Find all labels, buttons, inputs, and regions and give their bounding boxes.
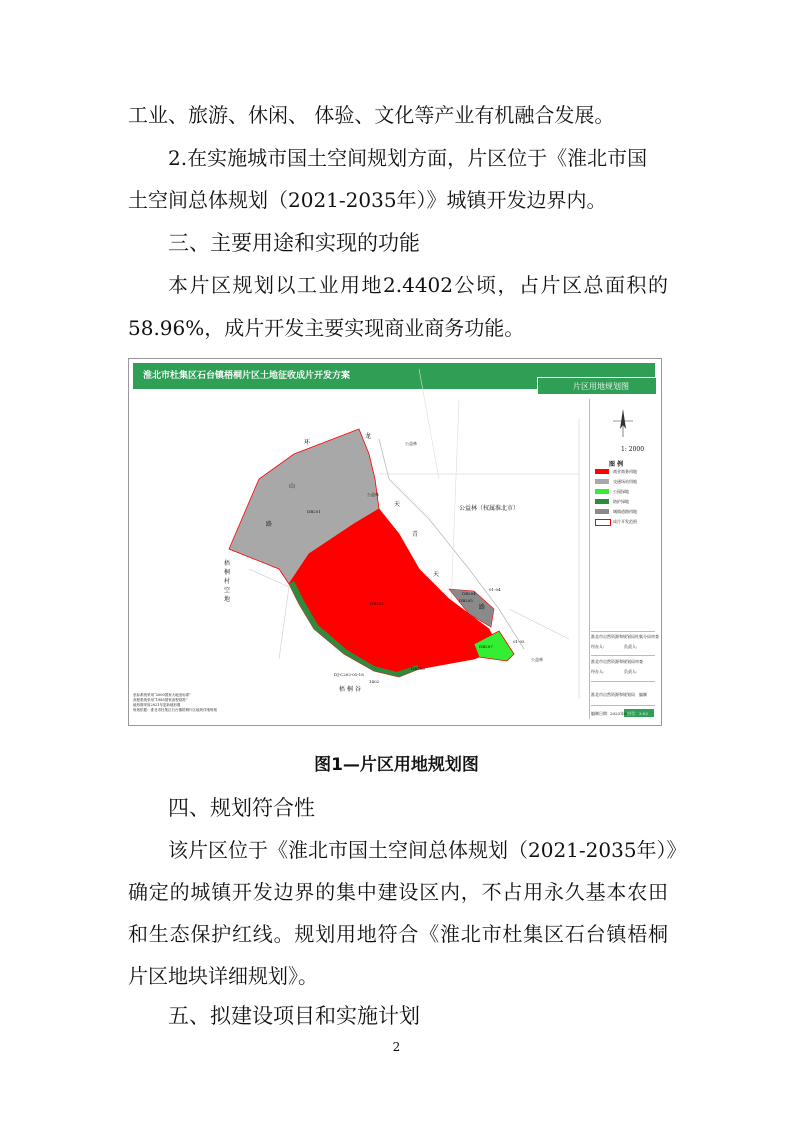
paragraph-line: 工业、旅游、休闲、 体验、文化等产业有机融合发展。 [128, 103, 615, 127]
map-label: 公益林（权属淮北市） [459, 505, 520, 512]
paragraph-line: 土空间总体规划（2021-2035年）》城镇开发边界内。 [128, 188, 607, 212]
divider [591, 705, 655, 706]
plot-code: DB207 [479, 644, 493, 649]
plot-code: DB206 [411, 666, 425, 671]
legend-title: 图 例 [609, 461, 624, 468]
map-label: 环 [304, 439, 311, 446]
map-drawing [129, 359, 661, 725]
map-label: 山 [289, 483, 296, 490]
legend-label: 防护绿地 [613, 499, 629, 504]
legend-label: 成片开发范围 [613, 519, 637, 524]
legend-swatch [595, 519, 611, 526]
paragraph-line: 片区地块详细规划》。 [128, 964, 318, 988]
map-label: 天 [394, 501, 401, 508]
paragraph-line: 本片区规划以工业用地2.4402公顷，占片区总面积的 [168, 273, 668, 297]
plot-code: DB205 [459, 598, 473, 603]
map-label: 梧 桐 谷 [339, 686, 361, 693]
map-subtitle: 片区用地规划图 [573, 382, 629, 391]
paragraph-line: 和生态保护红线。规划用地符合《淮北市杜集区石台镇梧桐 [128, 922, 668, 946]
legend-swatch [595, 509, 609, 514]
review-label: 负责人: [624, 644, 638, 649]
legend-label: 交通场站用地 [613, 479, 637, 484]
legend-label: 公园绿地 [613, 489, 629, 494]
map-label: 公益林 [367, 492, 379, 497]
land-use-plan-map [128, 358, 662, 726]
map-notes [133, 693, 217, 713]
map-title: 淮北市杜集区石台镇梧桐片区土地征收成片开发方案 [143, 371, 351, 381]
legend-label: 商业商务用地 [613, 469, 637, 474]
drawing-number: 图号：2-02 [627, 711, 648, 716]
plot-code: 01-04 [489, 587, 501, 592]
map-label: 公益林 [531, 657, 543, 662]
map-label: 梧桐村空地 [224, 560, 231, 603]
review-label: 淮北市自然资源和规划局杜集分局审查 [591, 634, 659, 639]
legend-swatch [595, 489, 609, 494]
note-line: 坐标系统采用“2000国家大地坐标系” [133, 693, 191, 697]
legend-label: 城镇道路用地 [613, 509, 637, 514]
page-number: 2 [392, 1040, 401, 1054]
section-heading: 三、主要用途和实现的功能 [168, 231, 420, 255]
map-label: 公益林 [405, 441, 417, 446]
divider [591, 631, 655, 632]
section-heading: 四、规划符合性 [168, 796, 315, 820]
plot-code: 01-05 [513, 639, 525, 644]
date-label: 编制日期： [591, 711, 611, 716]
legend-swatch [595, 469, 609, 474]
date-value: 2023年9月 [610, 711, 631, 716]
figure-caption: 图1—片区用地规划图 [314, 755, 479, 775]
plot-code: 1402 [369, 679, 380, 684]
section-heading: 五、拟建设项目和实施计划 [168, 1004, 420, 1028]
compiler-label: 编制 [639, 692, 647, 697]
note-line: 高程系统采用“1985国家高程基准” [133, 698, 188, 702]
map-label: 路 [266, 521, 273, 528]
legend-swatch [595, 479, 609, 484]
review-label: 经办人: [591, 669, 605, 674]
paragraph-line: 该片区位于《淮北市国土空间总体规划（2021-2035年）》 [168, 838, 687, 862]
plot-code: DJ-C202-01-18 [334, 672, 364, 677]
road-line [509, 609, 569, 639]
compiler-label: 淮北市自然资源和规划局 [591, 692, 635, 697]
plot-code: DB201 [307, 509, 321, 514]
road-line [249, 569, 289, 659]
map-label: 青 [412, 531, 419, 538]
review-label: 经办人: [591, 644, 605, 649]
note-line: 规划依据：淮北市杜集区石台镇梧桐片区地块详细规划 [133, 708, 217, 712]
map-scale: 1: 2000 [621, 446, 645, 453]
legend-swatch [595, 499, 609, 504]
map-label: 路 [479, 604, 486, 611]
plot-code: DB204 [462, 591, 476, 596]
divider [591, 681, 655, 682]
note-line: 地形图采用2021年更新地形图 [133, 703, 181, 707]
road-line [419, 369, 439, 479]
map-label: 天 [433, 571, 440, 578]
paragraph-line: 2.在实施城市国土空间规划方面，片区位于《淮北市国 [168, 146, 648, 170]
paragraph-line: 58.96%，成片开发主要实现商业商务功能。 [128, 316, 525, 340]
review-label: 负责人: [624, 669, 638, 674]
review-label: 淮北市自然资源和规划局审查 [591, 659, 643, 664]
map-label: 龙 [365, 433, 372, 440]
paragraph-line: 确定的城镇开发边界的集中建设区内，不占用永久基本农田 [128, 880, 668, 904]
divider [591, 655, 655, 656]
plot-code: DB202 [370, 601, 384, 606]
